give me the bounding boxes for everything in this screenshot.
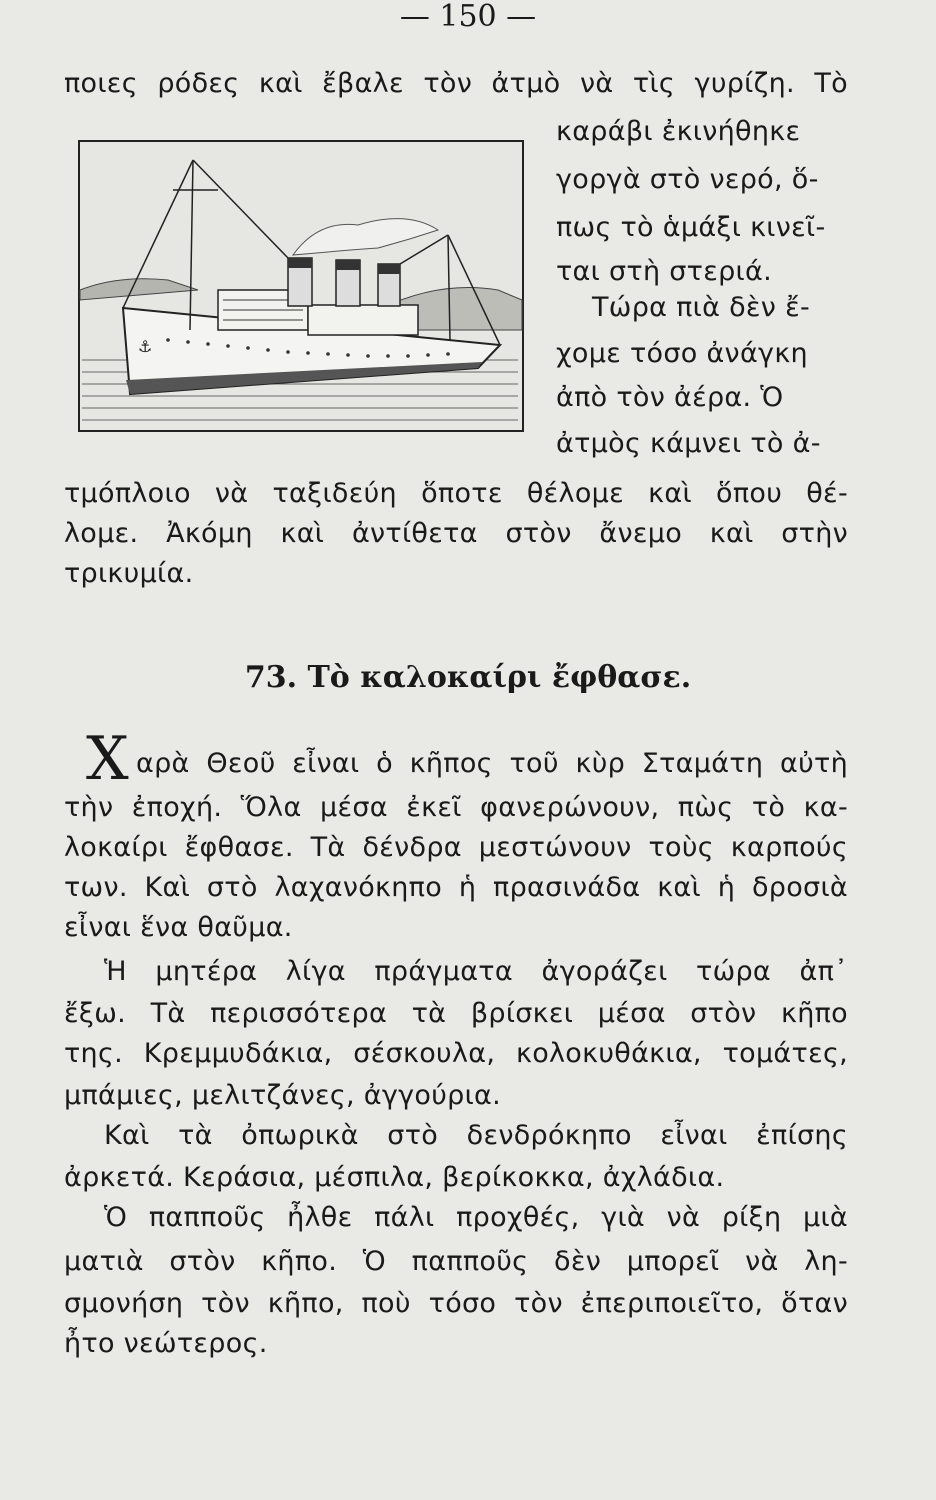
text-line: ποιες ρόδες καὶ ἔβαλε τὸν ἀτμὸ νὰ τὶς γυρίζη. Τὸ xyxy=(64,68,848,99)
page-number: — 150 — xyxy=(399,0,537,34)
text-line: Τώρα πιὰ δὲν ἔ- xyxy=(592,292,811,323)
text-line: ἔξω. Τὰ περισσότερα τὰ βρίσκει μέσα στὸν κῆπο xyxy=(64,998,848,1029)
text-line: καράβι ἐκινήθηκε xyxy=(556,116,801,147)
text-line: σμονήση τὸν κῆπο, ποὺ τόσο τὸν ἐπεριποιεῖτο, ὅταν xyxy=(64,1288,848,1319)
text-line: πως τὸ ἁμάξι κινεῖ- xyxy=(556,212,826,243)
text-line: λοκαίρι ἔφθασε. Τὰ δένδρα μεστώνουν τοὺς καρπούς xyxy=(64,832,848,863)
steamship-illustration xyxy=(78,140,524,432)
text-line: της. Κρεμμυδάκια, σέσκουλα, κολοκυθάκια, τομάτες, xyxy=(64,1038,848,1069)
svg-text:⚓: ⚓ xyxy=(138,337,153,356)
text-line: τμόπλοιο νὰ ταξιδεύη ὅποτε θέλομε καὶ ὅπου θέ- xyxy=(64,478,848,509)
text-line: τρικυμία. xyxy=(64,558,194,589)
text-line: χομε τόσο ἀνάγκη xyxy=(556,338,808,369)
text-line: αρὰ Θεοῦ εἶναι ὁ κῆπος τοῦ κὺρ Σταμάτη αὐτὴ xyxy=(136,748,848,779)
text-line: ἀτμὸς κάμνει τὸ ἀ- xyxy=(556,428,821,459)
text-line: των. Καὶ στὸ λαχανόκηπο ἡ πρασινάδα καὶ ἡ δροσιὰ xyxy=(64,872,848,903)
text-line: μπάμιες, μελιτζάνες, ἀγγούρια. xyxy=(64,1080,502,1111)
text-line: ται στὴ στεριά. xyxy=(556,256,772,287)
text-line: λομε. Ἀκόμη καὶ ἀντίθετα στὸν ἄνεμο καὶ στὴν xyxy=(64,518,848,549)
text-line: Καὶ τὰ ὀπωρικὰ στὸ δενδρόκηπο εἶναι ἐπίσης xyxy=(104,1120,848,1151)
text-line: τὴν ἐποχή. Ὅλα μέσα ἐκεῖ φανερώνουν, πὼς τὸ κα- xyxy=(64,792,848,823)
text-line: Ὁ παπποῦς ἦλθε πάλι προχθές, γιὰ νὰ ρίξη μιὰ xyxy=(104,1202,848,1233)
text-line: ματιὰ στὸν κῆπο. Ὁ παπποῦς δὲν μπορεῖ νὰ λη- xyxy=(64,1246,848,1277)
text-line: γοργὰ στὸ νερό, ὅ- xyxy=(556,164,819,195)
text-line: Ἡ μητέρα λίγα πράγματα ἀγοράζει τώρα ἀπ᾽ xyxy=(104,956,848,987)
text-line: ἀρκετά. Κεράσια, μέσπιλα, βερίκοκκα, ἀχλάδια. xyxy=(64,1162,725,1193)
text-line: ἦτο νεώτερος. xyxy=(64,1328,268,1359)
drop-cap: Χ xyxy=(86,724,129,794)
section-title: 73. Τὸ καλοκαίρι ἔφθασε. xyxy=(244,660,692,695)
text-line: ἀπὸ τὸν ἀέρα. Ὁ xyxy=(556,382,784,413)
text-line: εἶναι ἕνα θαῦμα. xyxy=(64,912,293,943)
